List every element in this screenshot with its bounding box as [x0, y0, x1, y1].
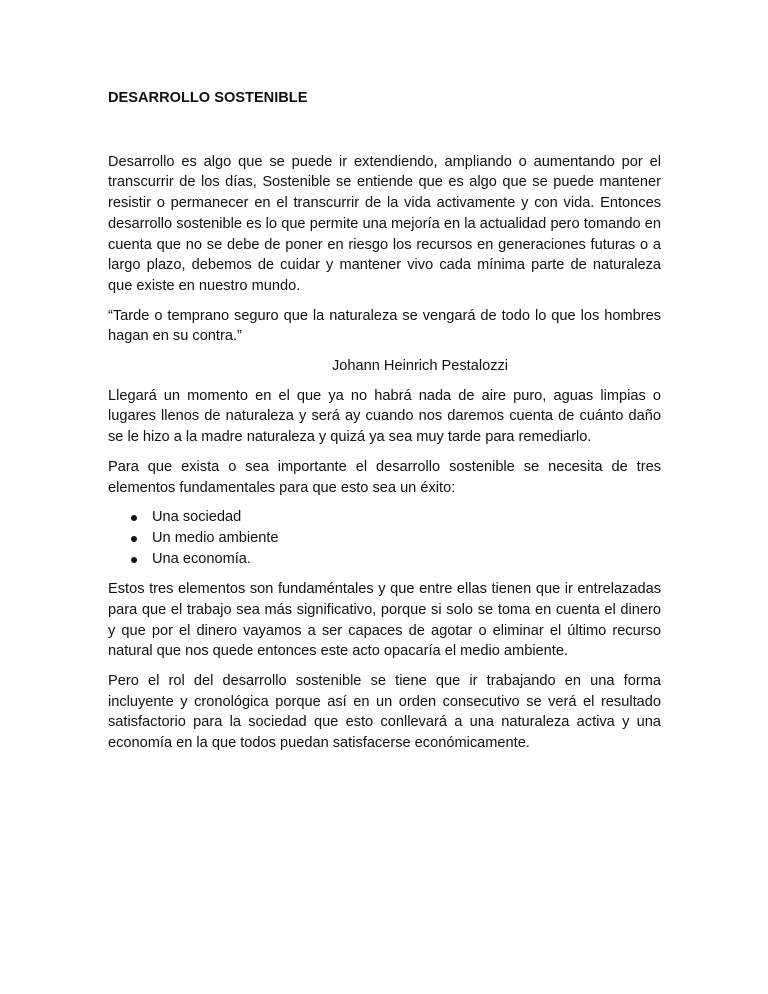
- elements-list: [108, 507, 661, 570]
- list-item: Una sociedad: [108, 507, 661, 528]
- list-item: Una economía.: [108, 549, 661, 570]
- paragraph-conclusion: Pero el rol del desarrollo sostenible se tiene que ir trabajando en una forma incluyente y cronológica porque así en un orden consecutivo se verá el resultado satisfactorio para la sociedad que esto conllevará a una naturaleza activa y una economía en la que todos puedan satisfacerse económicamente.: [108, 673, 661, 752]
- document-title: DESARROLLO SOSTENIBLE: [108, 90, 308, 106]
- paragraph-explanation: Estos tres elementos son fundaméntales y que entre ellas tienen que ir entrelazadas para que el trabajo sea más significativo, porque si solo se toma en cuenta el dinero y que por el dinero vayamos a ser capaces de agotar o eliminar el último recurso natural que nos quede entonces este acto opacaría el medio ambiente.: [108, 581, 661, 660]
- quote-text: “Tarde o temprano seguro que la naturaleza se vengará de todo lo que los hombres hagan en su contra.”: [108, 307, 661, 345]
- quote-author: Johann Heinrich Pestalozzi: [332, 358, 509, 375]
- list-item: Un medio ambiente: [108, 528, 661, 549]
- paragraph-future: Llegará un momento en el que ya no habrá nada de aire puro, aguas limpias o lugares llenos de naturaleza y será ay cuando nos daremos cuenta de cuánto daño se le hizo a la madre naturaleza y quizá ya sea muy tarde para remediarlo.: [108, 387, 661, 446]
- paragraph-intro: Desarrollo es algo que se puede ir extendiendo, ampliando o aumentando por el transcurrir de los días, Sostenible se entiende que es algo que se puede mantener resistir o permanecer en el transcurrir de la vida activamente y con vida. Entonces desarrollo sostenible es lo que permite una mejoría en la actualidad pero tomando en cuenta que no se debe de poner en riesgo los recursos en generaciones futuras o a largo plazo, debemos de cuidar y mantener vivo cada mínima parte de naturaleza que existe en nuestro mundo.: [108, 153, 661, 294]
- document-page: [108, 88, 661, 763]
- paragraph-elements: Para que exista o sea importante el desarrollo sostenible se necesita de tres elementos fundamentales para que esto sea un éxito:: [108, 458, 661, 496]
